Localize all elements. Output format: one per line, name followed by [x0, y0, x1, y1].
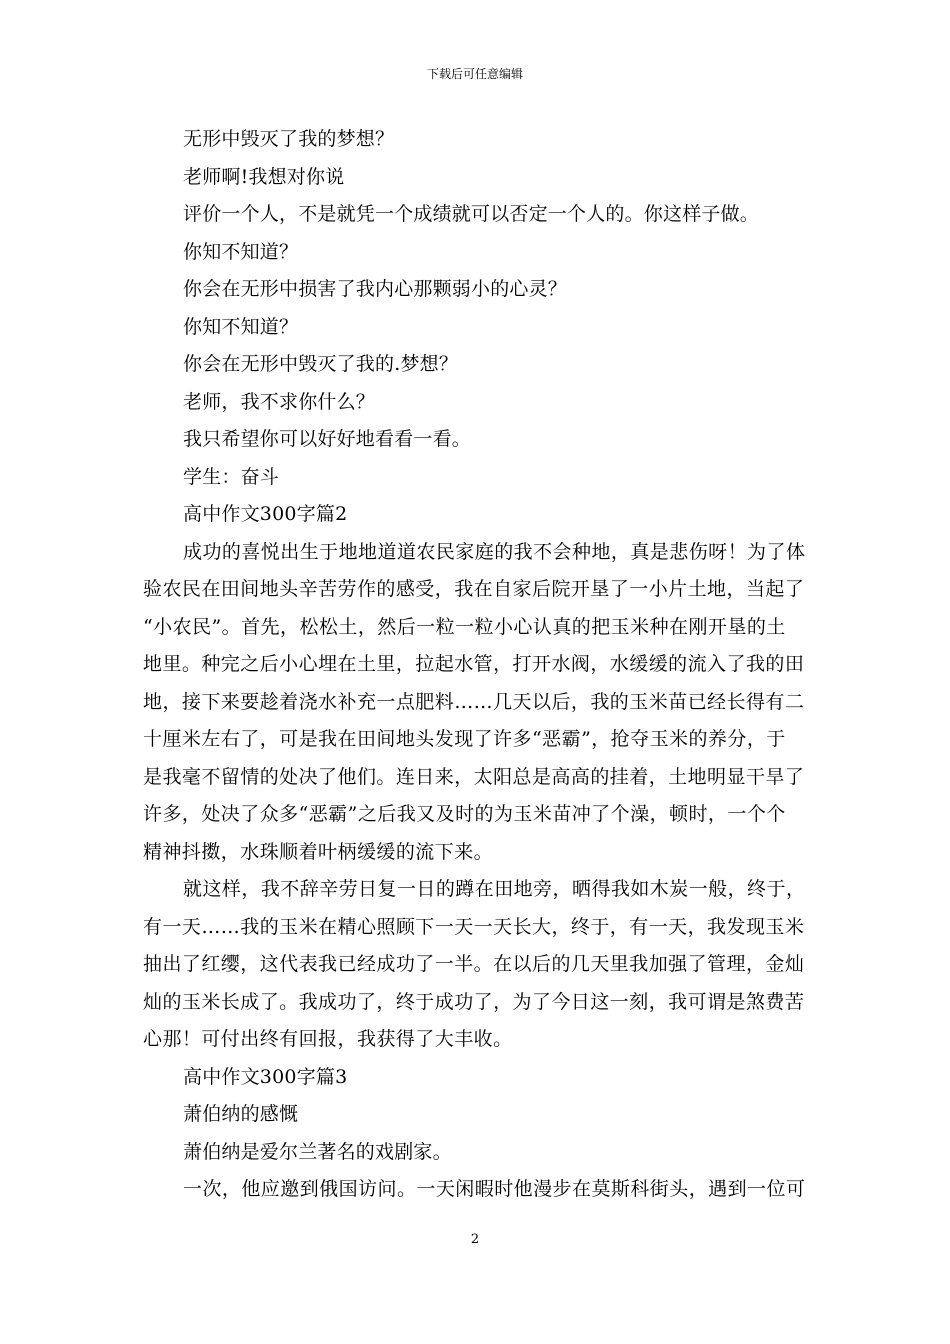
text-line: 评价一个人，不是就凭一个成绩就可以否定一个人的。你这样子做。 [183, 203, 760, 225]
text-line: 无形中毁灭了我的梦想？ [183, 128, 395, 150]
text-line: 你知不知道？ [183, 315, 299, 338]
section-heading: 高中作文300字篇2 [183, 503, 348, 525]
paragraph-line: 成功的喜悦出生于地地道道农民家庭的我不会种地，真是悲伤呀！为了体 [183, 540, 806, 563]
section-heading: 高中作文300字篇3 [183, 1065, 348, 1088]
text-line: 老师，我不求你什么？ [183, 390, 376, 413]
paragraph-line: 一次，他应邀到俄国访问。一天闲暇时他漫步在莫斯科街头，遇到一位可 [183, 1178, 806, 1200]
text-line: 我只希望你可以好好地看看一看。 [183, 428, 472, 450]
paragraph-line: 精神抖擞，水珠顺着叶柄缓缓的流下来。 [143, 840, 494, 863]
paragraph-line: 灿的玉米长成了。我成功了，终于成功了，为了今日这一刻，我可谓是煞费苦 [143, 990, 805, 1013]
paragraph-line: 许多，处决了众多“恶霸”之后我又及时的为玉米苗冲了个澡，顿时，一个个 [143, 803, 786, 825]
text-line: 你会在无形中毁灭了我的.梦想？ [183, 353, 459, 375]
text-line: 你会在无形中损害了我内心那颗弱小的心灵？ [183, 278, 568, 300]
text-line: 萧伯纳是爱尔兰著名的戏剧家。 [183, 1140, 452, 1163]
text-line: 你知不知道？ [183, 240, 299, 263]
text-line: 老师啊!我想对你说 [183, 165, 345, 188]
paragraph-line: 就这样，我不辞辛劳日复一日的蹲在田地旁，晒得我如木炭一般，终于， [183, 878, 806, 900]
paragraph-harvest [143, 534, 807, 872]
paragraph-line: 十厘米左右了，可是我在田间地头发现了许多“恶霸”，抢夺玉米的养分，于 [143, 728, 786, 750]
document-body [143, 121, 807, 1209]
paragraph-line: 抽出了红缨，这代表我已经成功了一半。在以后的几天里我加强了管理，金灿 [143, 953, 805, 975]
paragraph-success [143, 871, 807, 1059]
paragraph-line: 有一天……我的玉米在精心照顾下一天一天长大，终于，有一天，我发现玉米 [143, 915, 805, 938]
paragraph-line: 地，接下来要趁着浇水补充一点肥料……几天以后，我的玉米苗已经长得有二 [143, 690, 805, 713]
page-number: 2 [470, 1232, 480, 1247]
paragraph-line: “小农民”。首先，松松土，然后一粒一粒小心认真的把玉米种在刚开垦的土 [143, 615, 786, 638]
paragraph-line: 是我毫不留情的处决了他们。连日来，太阳总是高高的挂着，土地明显干旱了 [143, 765, 805, 788]
essay-title: 萧伯纳的感慨 [183, 1103, 299, 1125]
page-header: 下载后可任意编辑 [426, 67, 523, 81]
signature-line: 学生：奋斗 [183, 465, 280, 488]
paragraph-line: 地里。种完之后小心埋在土里，拉起水管，打开水阀，水缓缓的流入了我的田 [143, 653, 805, 675]
paragraph-line: 验农民在田间地头辛苦劳作的感受，我在自家后院开垦了一小片土地，当起了 [143, 578, 805, 600]
paragraph-line: 心那！可付出终有回报，我获得了大丰收。 [143, 1028, 513, 1050]
